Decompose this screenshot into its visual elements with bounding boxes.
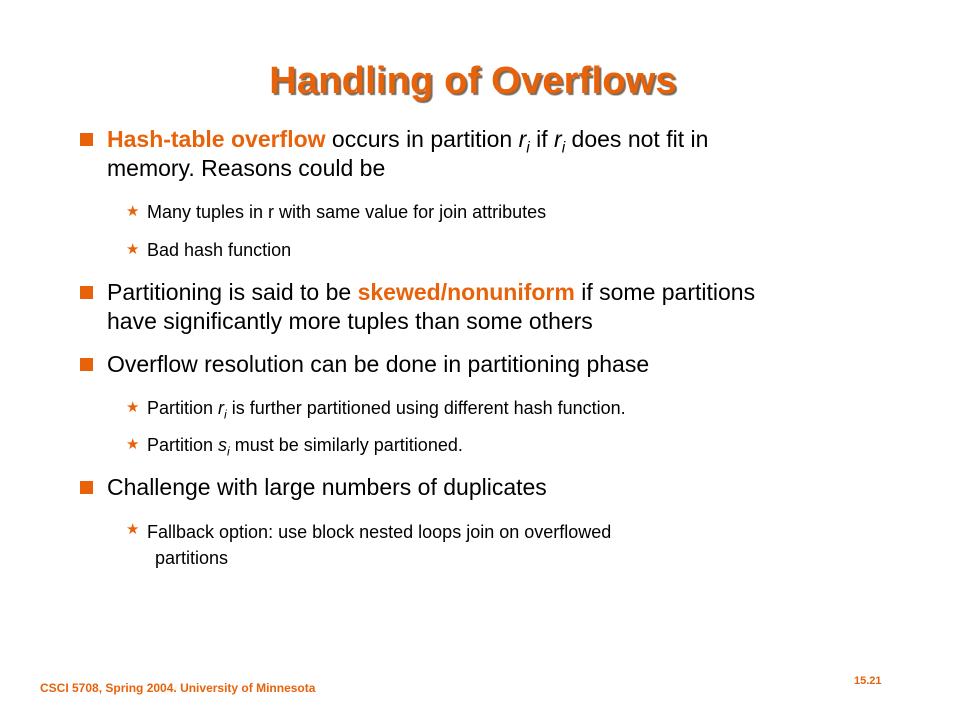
square-bullet-icon — [80, 286, 93, 299]
variable: r — [218, 398, 225, 418]
variable: r — [518, 126, 527, 152]
star-bullet-icon: ★ — [126, 241, 140, 258]
bullet-item-duplicates: Challenge with large numbers of duplicates — [107, 474, 547, 500]
square-bullet-icon — [80, 481, 93, 494]
star-bullet-icon: ★ — [126, 203, 140, 220]
highlight-term: Hash-table overflow — [107, 126, 326, 152]
star-bullet-icon: ★ — [126, 521, 140, 538]
variable-subscript: i — [224, 407, 227, 422]
sub-item-partition-r — [147, 397, 626, 422]
item-text: occurs in partition — [325, 126, 519, 152]
bullet-item-hash-table-overflow — [107, 125, 708, 183]
item-text: is further partitioned using different hash function. — [226, 398, 626, 418]
variable-subscript: i — [526, 139, 530, 157]
item-text: if some partitions — [574, 279, 756, 305]
item-text-line-2: partitions — [155, 548, 229, 568]
star-bullet-icon: ★ — [126, 399, 140, 416]
sub-item-many-tuples: Many tuples in r with same value for join attributes — [147, 202, 547, 222]
variable-subscript: i — [561, 139, 566, 157]
item-text-line-2: have significantly more tuples than some others — [107, 308, 593, 334]
sub-item-partition-s — [147, 434, 463, 459]
footer-course: CSCI 5708, Spring 2004. University of Minnesota — [40, 681, 316, 695]
bullet-item-overflow-resolution: Overflow resolution can be done in partitioning phase — [107, 351, 650, 377]
bullet-item-partitioning-skew — [107, 278, 755, 336]
item-text-line-2: memory. Reasons could be — [107, 155, 386, 181]
item-text: does not fit in — [565, 126, 709, 152]
star-bullet-icon: ★ — [126, 436, 140, 453]
item-text: Fallback option: use block nested loops join on overflowed — [147, 522, 612, 542]
item-text: Partitioning is said to be — [107, 279, 358, 305]
sub-item-fallback — [147, 519, 611, 571]
item-text: Partition — [147, 435, 219, 455]
variable: r — [554, 126, 562, 152]
item-text: must be similarly partitioned. — [229, 435, 463, 455]
item-text: if — [529, 126, 555, 152]
item-text: Partition — [147, 398, 219, 418]
square-bullet-icon — [80, 133, 93, 146]
page-number: 15.21 — [854, 675, 882, 687]
square-bullet-icon — [80, 358, 93, 371]
variable-subscript: i — [227, 444, 230, 459]
slide-title: Handling of Overflows — [269, 60, 677, 102]
variable: s — [218, 435, 228, 455]
highlight-term: skewed/nonuniform — [357, 279, 575, 305]
sub-item-bad-hash: Bad hash function — [147, 240, 292, 260]
